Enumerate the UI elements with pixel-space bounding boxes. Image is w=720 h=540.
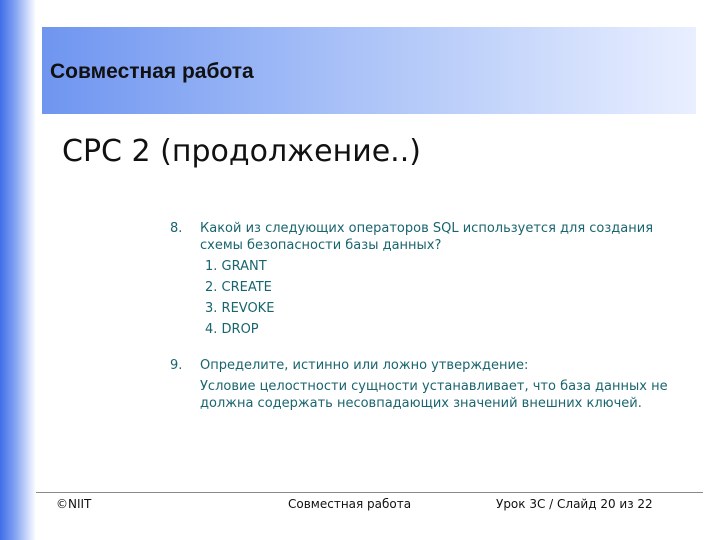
header-title: Совместная работа (50, 60, 254, 83)
answer-option: 2. CREATE (205, 280, 272, 295)
footer-divider (36, 492, 703, 493)
answer-option: 3. REVOKE (205, 301, 275, 316)
footer-copyright: ©NIIT (56, 497, 92, 511)
left-decorative-bar (0, 0, 36, 540)
question-number: 8. (170, 221, 183, 236)
question-9 (170, 357, 690, 374)
answer-option: 1. GRANT (205, 259, 267, 274)
question-8 (170, 220, 690, 254)
question-text: Определите, истинно или ложно утверждение: (200, 358, 529, 373)
question-text: Какой из следующих операторов SQL используется для создания схемы безопасности базы данных? (200, 221, 654, 253)
header-band (42, 27, 696, 114)
question-number: 9. (170, 358, 183, 373)
slide-content (170, 220, 690, 412)
footer-slide-number: Урок 3С / Слайд 20 из 22 (496, 497, 653, 511)
answer-option: 4. DROP (205, 322, 259, 337)
slide-title: СРС 2 (продолжение..) (62, 134, 421, 169)
question-statement: Условие целостности сущности устанавливает, что база данных не должна содержать несовпадающих значений внешних ключей. (200, 379, 668, 411)
footer-course-title: Совместная работа (288, 497, 412, 511)
